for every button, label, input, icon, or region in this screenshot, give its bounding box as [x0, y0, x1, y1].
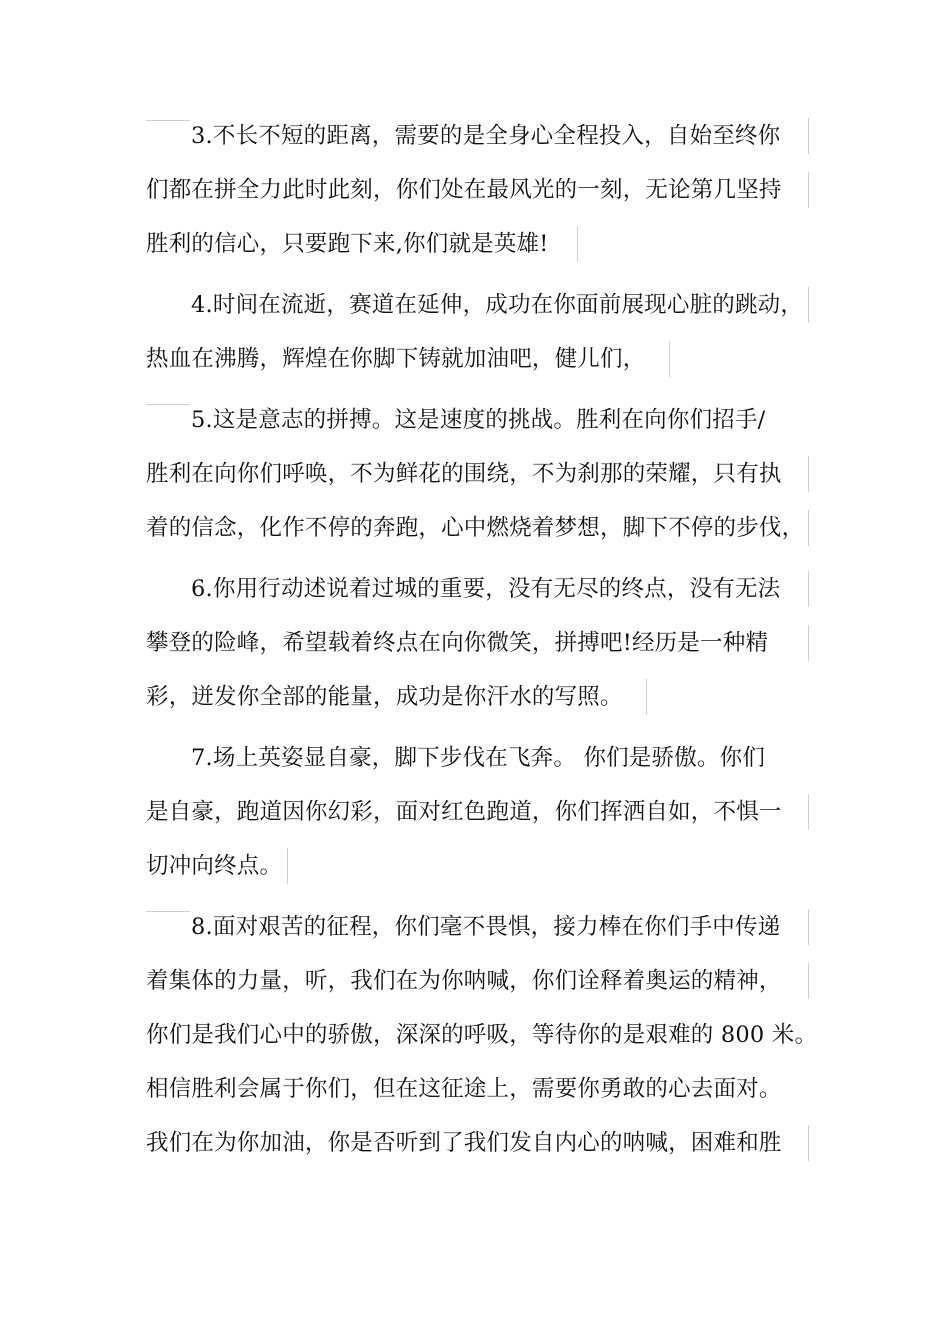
paragraph-line — [146, 785, 810, 839]
guide-rule — [146, 120, 190, 121]
paragraph-5 — [146, 393, 810, 555]
guide-rule — [808, 909, 809, 945]
line-text: 热血在沸腾，辉煌在你脚下铸就加油吧，健儿们， — [146, 346, 646, 372]
line-text: 4.时间在流逝，赛道在延伸，成功在你面前展现心脏的跳动， — [191, 292, 804, 318]
paragraph-6 — [146, 562, 810, 724]
guide-rule — [808, 456, 809, 492]
guide-rule — [146, 404, 190, 405]
line-text: 6.你用行动述说着过城的重要，没有无尽的终点，没有无法 — [191, 576, 781, 602]
guide-rule — [808, 287, 809, 323]
line-text: 切冲向终点。 — [146, 853, 283, 879]
guide-rule — [577, 226, 578, 262]
line-text: 着的信念，化作不停的奔跑，心中燃烧着梦想，脚下不停的步伐， — [146, 515, 805, 541]
paragraph-line — [146, 217, 810, 271]
guide-rule — [808, 794, 809, 830]
line-text: 我们在为你加油，你是否听到了我们发自内心的呐喊，困难和胜 — [146, 1130, 782, 1156]
paragraph-line — [146, 954, 810, 1008]
paragraph-line — [146, 1116, 810, 1170]
line-text: 彩，迸发你全部的能量，成功是你汗水的写照。 — [146, 684, 623, 710]
paragraph-line — [146, 501, 810, 555]
line-text: 7.场上英姿显自豪，脚下步伐在飞奔。 你们是骄傲。你们 — [191, 745, 766, 771]
guide-rule — [808, 510, 809, 546]
paragraph-line — [146, 1008, 818, 1062]
guide-rule — [808, 172, 809, 208]
guide-rule — [808, 625, 809, 661]
paragraph-line — [146, 278, 810, 332]
guide-rule — [646, 679, 647, 715]
paragraph-line — [146, 900, 810, 954]
paragraph-line — [146, 109, 810, 163]
line-text: 你们是我们心中的骄傲，深深的呼吸，等待你的是艰难的 800 米。 — [146, 1022, 818, 1048]
line-text: 相信胜利会属于你们，但在这征途上，需要你勇敢的心去面对。 — [146, 1076, 782, 1102]
line-text: 攀登的险峰，希望载着终点在向你微笑，拼搏吧!经历是一种精 — [146, 630, 769, 656]
paragraph-line — [146, 839, 810, 893]
paragraph-line — [146, 616, 810, 670]
line-text: 们都在拼全力此时此刻，你们处在最风光的一刻，无论第几坚持 — [146, 177, 782, 203]
guide-rule — [669, 341, 670, 377]
line-text: 3.不长不短的距离，需要的是全身心全程投入，自始至终你 — [191, 123, 781, 149]
paragraph-3 — [146, 109, 810, 271]
line-text: 8.面对艰苦的征程，你们毫不畏惧，接力棒在你们手中传递 — [191, 914, 781, 940]
paragraph-line — [146, 731, 810, 785]
guide-rule — [808, 1125, 809, 1161]
paragraph-line — [146, 447, 810, 501]
line-text: 着集体的力量，听，我们在为你呐喊，你们诠释着奥运的精神， — [146, 968, 782, 994]
paragraph-line — [146, 163, 810, 217]
paragraph-4 — [146, 278, 810, 386]
guide-rule — [146, 911, 190, 912]
paragraph-line — [146, 670, 810, 724]
line-text: 胜利在向你们呼唤，不为鲜花的围绕，不为刹那的荣耀，只有执 — [146, 461, 782, 487]
guide-rule — [808, 118, 809, 154]
paragraph-8 — [146, 900, 818, 1170]
line-text: 5.这是意志的拼搏。这是速度的挑战。胜利在向你们招手/ — [191, 407, 766, 433]
guide-rule — [287, 848, 288, 884]
guide-rule — [808, 963, 809, 999]
line-text: 胜利的信心，只要跑下来,你们就是英雄! — [146, 231, 549, 257]
guide-rule — [808, 571, 809, 607]
paragraph-line — [146, 332, 810, 386]
paragraph-line — [146, 1062, 810, 1116]
paragraph-line — [146, 562, 810, 616]
paragraph-7 — [146, 731, 810, 893]
line-text: 是自豪，跑道因你幻彩，面对红色跑道，你们挥洒自如，不惧一 — [146, 799, 782, 825]
paragraph-line — [146, 393, 810, 447]
